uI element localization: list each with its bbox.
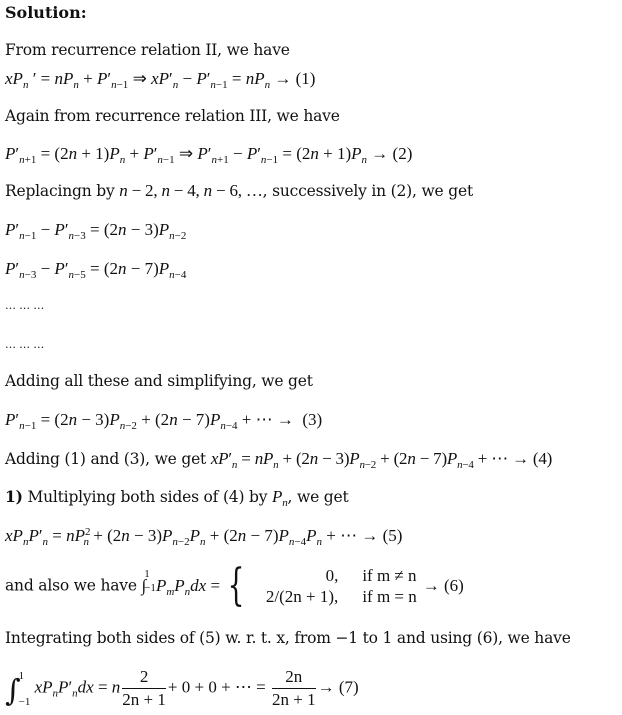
ellipsis-row-1: … … … xyxy=(5,299,44,312)
text-line-1: From recurrence relation II, we have xyxy=(5,41,290,59)
text-line-3-a: Replacingn by xyxy=(5,182,120,200)
text-line-8: Integrating both sides of (5) w. r. t. x, from −1 to 1 and using (6), we have xyxy=(5,629,571,647)
text-line-7: and also we have xyxy=(5,576,142,595)
text-line-5-label: Adding (1) and (3), we get xyxy=(5,450,211,468)
equation-2: $P'_{n+1} = (2n + 1)P_n + P'_{n-1}$ ⇒ $P'_{n+1} - P'_{n-1} = (2n + 1)P_n \to (2)$ xyxy=(5,144,413,166)
left-brace: { xyxy=(227,560,245,611)
equation-4: $P'_{n-3} - P'_{n-5} = (2n - 7)P_{n-4}$ xyxy=(5,259,187,281)
text-line-6: 1) Multiplying both sides of (4) by $P_n$, we get xyxy=(5,487,349,509)
text-line-3-b: , successively in (2), we get xyxy=(262,182,473,200)
text-line-5: Adding (1) and (3), we get $xP'_n = nP_n + (2n - 3)P_{n-2} + (2n - 7)P_{n-4}$ + ⋯ → (4) xyxy=(5,449,553,471)
fraction-1: $\frac{2}{2n + 1}$ xyxy=(122,667,166,709)
equation-5: $P'_{n-1} = (2n - 3)P_{n-2} + (2n - 7)P_{n-4}$ + ⋯ → (3) xyxy=(5,410,323,432)
title: Solution: xyxy=(5,3,87,22)
equation-3: $P'_{n-1} - P'_{n-3} = (2n - 3)P_{n-2}$ xyxy=(5,220,187,242)
text-line-6-a: Multiplying both sides of (4) by xyxy=(22,488,273,506)
piecewise-cases: 0, if m ≠ n 2/(2n + 1), if m = n xyxy=(265,566,417,606)
ellipsis-row-2: … … … xyxy=(5,338,44,351)
orthogonality-line: and also we have ∫ 1 −1 $P_mP_ndx$ = { 0, if m ≠ n 2/(2n + 1), if m = n → (6) xyxy=(5,560,464,611)
fraction-2: $\frac{2n}{2n + 1}$ xyxy=(272,667,316,709)
text-line-2: Again from recurrence relation III, we have xyxy=(5,107,340,125)
text-line-3: Replacingn by n − 2, n − 4, n − 6, …, successively in (2), we get xyxy=(5,181,473,200)
item-number: 1) xyxy=(5,487,23,506)
equation-7: $xP_nP'_n = nP^2_n + (2n - 3)P_{n-2}P_n + (2n - 7)P_{n-4}P_n$ + ⋯ → (5) xyxy=(5,526,403,548)
equation-9: ∫ 1 −1 $xP_nP'_ndx = n$ $\frac{2}{2n + 1}$ + 0 + 0 + ⋯ = $\frac{2n}{2n + 1}$ → (7) xyxy=(5,667,359,709)
text-line-4: Adding all these and simplifying, we get xyxy=(5,372,313,390)
integral-sign: ∫ xyxy=(5,673,21,709)
equation-1: $xP_n$ ′ = $nP_n + P'_{n-1}$ ⇒ $xP'_n - P'_{n-1} = nP_n \to (1)$ xyxy=(5,69,316,91)
text-line-6-b: , we get xyxy=(287,488,349,506)
